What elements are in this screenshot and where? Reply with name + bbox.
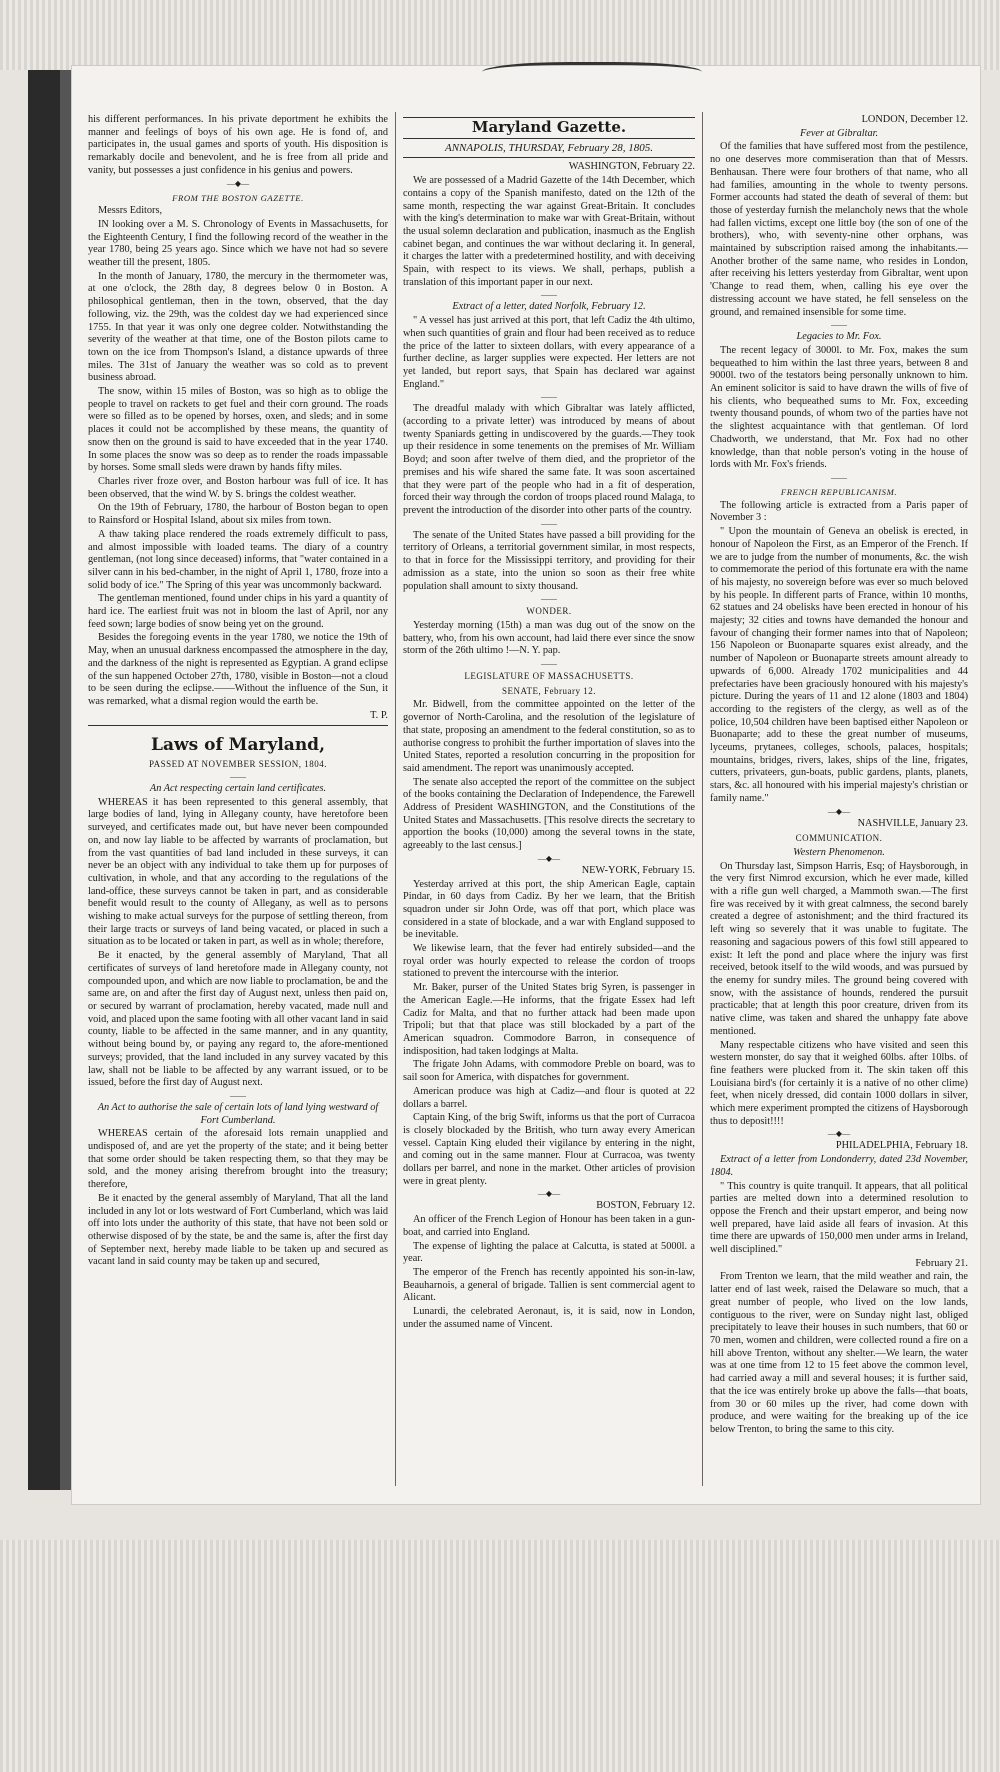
new-york-paragraph-4: The frigate John Adams, with commodore Preble on board, was to sail soon for America, with dispatches for government. <box>403 1059 695 1084</box>
trenton-paragraph: From Trenton we learn, that the mild weather and rain, the latter end of last week, raised the Delaware so much, that a great number of people, who lived on the low lands, contiguous to the river, were on Sunday night last, obliged precipitately to leave their houses in such numbers, that 60 or 70 men, women and children, were collected round a fire on a hill above Trenton, without any shelter.—We learn, the water was at one time from 12 to 15 feet above the common level, had carried away a mill and several houses; it is further said, that the ice was entirely broke up above the falls—that boats, from 30 or 60 miles up the river, had come down with produce, and were waiting for the breaking up of the ice below Trenton, to bring the same to this city. <box>710 1271 968 1435</box>
ornament-divider: —◆— <box>537 853 561 863</box>
fox-paragraph: The recent legacy of 3000l. to Mr. Fox, makes the sum bequeathed to him within the last three years, between 8 and 9000l. two of the testators being personally unknown to him. An eminent solicitor is said to have drawn the wills of five of his clients, who bequeathed sums to Mr. Fox, exceeding twenty thousand pounds, of whom two of the parties have not the slightest acquaintance with that gentleman. Of lord Chadworth, we understand, that Mr. Fox had no other knowledge, than that noble person's voting in the house of lords with Mr. Fox's friends. <box>710 344 968 471</box>
new-york-paragraph-1: Yesterday arrived at this port, the ship American Eagle, captain Pindar, in 60 days from Cadiz. By her we learn, that the British squadron under sir John Orde, was off that port, which place was considered in a state of blockade, and a war with England supposed to be inevitable. <box>403 878 695 941</box>
boston-paragraph-1: IN looking over a M. S. Chronology of Events in Massachusetts, for the Eighteenth Century, I find the following record of the weather in the year 1780, being 25 years ago. Since which we have not had so severe weather till the present, 1805. <box>88 218 388 269</box>
londonderry-extract-heading: Extract of a letter from Londonderry, dated 23d November, 1804. <box>710 1154 968 1178</box>
divider <box>88 725 388 726</box>
column-rule-1 <box>395 112 396 1486</box>
boston-paragraph-5: On the 19th of February, 1780, the harbour of Boston began to open to Rainsford or Hospital Island, about six miles from town. <box>88 502 388 527</box>
senate-orleans-paragraph: The senate of the United States have passed a bill providing for the territory of Orleans, a territorial government similar, in most respects, to that in force for the Mississippi territory, and providing for their admission as a state, into the union so soon as their free white population shall amount to sixty thousand. <box>403 529 695 592</box>
masthead-rule-bottom <box>403 138 695 139</box>
boston-news-1: An officer of the French Legion of Honour has been taken in a gun-boat, and carried into England. <box>403 1214 695 1238</box>
boston-heading: BOSTON, February 12. <box>596 1200 695 1212</box>
laws-session-subtitle: PASSED AT NOVEMBER SESSION, 1804. <box>148 759 328 770</box>
page-top-mark <box>482 62 702 87</box>
binding-edge <box>60 70 72 1490</box>
intro-paragraph: his different performances. In his private deportment he exhibits the manner and feelings of boys of his own age. He is fond of, and participates in, the usual games and sports of youth. His disposition is remarkably docile and benevolent, and he is free from all pride and vanity, but possesses a just confidence in his genius and powers. <box>88 114 388 176</box>
new-york-paragraph-5: American produce was high at Cadiz—and flour is quoted at 22 dollars a barrel. <box>403 1085 695 1110</box>
short-rule: —— <box>831 472 847 482</box>
philadelphia-heading: PHILADELPHIA, February 18. <box>835 1140 968 1152</box>
february-21-heading: February 21. <box>915 1257 968 1269</box>
new-york-paragraph-2: We likewise learn, that the fever had entirely subsided—and the royal order was hourly expected to release the cordon of troops stationed to prevent the intercourse with the interior. <box>403 943 695 980</box>
act-2-title: An Act to authorise the sale of certain lots of land lying westward of Fort Cumberland. <box>97 1101 379 1126</box>
issue-dateline: ANNAPOLIS, THURSDAY, February 28, 1805. <box>445 141 653 154</box>
norfolk-heading: Extract of a letter, dated Norfolk, February 12. <box>452 301 646 313</box>
boston-news-4: Lunardi, the celebrated Aeronaut, is, it is said, now in London, under the assumed name of Vincent. <box>403 1306 695 1330</box>
short-rule: —— <box>230 772 246 782</box>
new-york-paragraph-3: Mr. Baker, purser of the United States brig Syren, is passenger in the American Eagle.—He informs, that the frigate Essex had left Cadiz for Malta, and that no further attack had been made upon Tripoli; but that that place was still blockaded by a part of the American squadron. Commodore Barron, in consequence of indisposition, had taken lodgings at Malta. <box>403 982 695 1057</box>
western-phenomenon-heading: Western Phenomenon. <box>793 846 885 858</box>
scanner-bed-bottom <box>0 1540 1000 1772</box>
boston-paragraph-2: In the month of January, 1780, the mercury in the thermometer was, at one o'clock, the 28th day, 8 degrees below 0 in Boston. A philosophical gentleman, then in the town, observed, that the day following, viz. the 29th, was the coldest day we had experienced since 1755. In that year it was only one degree colder. Notwithstanding the severity of the weather at that time, one of the Boston pilots came to town on the ice from Thompson's Island, a distance upwards of three miles. The 31st of January the weather was so cold as to prevent business abroad. <box>88 270 388 384</box>
boston-paragraph-8: Besides the foregoing events in the year 1780, we notice the 19th of May, when an unusual darkness encompassed the atmosphere in the day, and the darkness of the night is represented as Egyptian. A grand eclipse of the sun happened October 27th, 1780, visible in Boston—not a cloud to be seen during the eclipse.——Without the influence of the Sun, it was remarked, what a dismal region would the earth be. <box>88 632 388 707</box>
wonder-paragraph: Yesterday morning (15th) a man was dug out of the snow on the battery, who, from his own account, had laid there ever since the snow storm of the 26th ultimo !—N. Y. pap. <box>403 619 695 657</box>
boston-paragraph-7: The gentleman mentioned, found under chips in his yard a quantity of hard ice. The earliest fruit was not in bloom the last of April, nor any feed sown; large bodies of snow being yet on the ground. <box>88 593 388 630</box>
fox-heading: Legacies to Mr. Fox. <box>796 331 882 343</box>
french-paragraph-1: The following article is extracted from a Paris paper of November 3 : <box>710 499 968 524</box>
londonderry-paragraph: " This country is quite tranquil. It appears, that all political parties are melted down into a determined resolution to oppose the French and their upstart emperor, and being now well prepared, have laid aside all fears of invasion. At this time there are upwards of 150,000 men under arms in Ireland, well disciplined." <box>710 1180 968 1256</box>
french-republicanism-heading: FRENCH REPUBLICANISM. <box>780 486 898 497</box>
boston-news-2: The expense of lighting the palace at Calcutta, is stated at 5000l. a year. <box>403 1240 695 1265</box>
massachusetts-paragraph-1: Mr. Bidwell, from the committee appointed on the letter of the governor of North-Carolina, and the resolution of the legislature of that state, proposing an amendment to the federal constitution, so as to authorise congress to prohibit the further importation of slaves into the United States, reported a resolution concurring in the proposition for said amendment. The report was unanimously accepted. <box>403 699 695 774</box>
ornament-divider: —◆— <box>827 806 851 816</box>
act-2-paragraph-2: Be it enacted by the general assembly of Maryland, That all the land included in any lot or lots westward of Fort Cumberland, which was laid off into lots under the authority of this state, that have not been sold or otherwise disposed of by the state, be and the same is, after the first day of September next, hereby made liable to be taken up and secured as vacant land in said county may be taken up and secured, <box>88 1192 388 1268</box>
boston-gazette-heading: FROM THE BOSTON GAZETTE. <box>172 192 304 203</box>
norfolk-paragraph: " A vessel has just arrived at this port, that left Cadiz the 4th ultimo, when such quantities of grain and flour had been received as to reduce the price of the latter to sixteen dollars, with every appearance of a further decline, as larger supplies were expected. Her letters are not yet landed, but report says, that Spain has declared war against England." <box>403 315 695 390</box>
french-paragraph-2: " Upon the mountain of Geneva an obelisk is erected, in honour of Napoleon the First, as an Emperor of the French. If we are to judge from the number of monuments, &c. the wish to commemorate the period of this fortunate era with the name of his majesty, no sovereign before was ever so much beloved by his people. In different parts of France, within 10 months, 62 statues and 24 obelisks have been erected in honour of his majesty; 32 cities and towns have demanded the honour and favour of changing their former names into that of Napoleon; 156 Napoleon or Buonaparte squares exist already, and the number of Napoleon or Buonaparte streets amount already to upwards of 6,000. Already 1702 municipalities and 44 prefectaries have been graciously honoured with his majesty's picture. During the years of 11 and 12 alone (1803 and 1804) according to the registers of the clergy, as well as of the police, 10,504 children have been baptised either Napoleon or Buonaparte; add to these the great number of museums, lyceums, prytanees, colleges, schools, palaces, hospitals; mountains, bridges, rivers, lakes, ships of the line, frigates, cutters, privateers, gun-boats, public gardens, plants, planets, stars, &c. all honoured with his imperial majesty's christian or family name." <box>710 526 968 804</box>
ornament-divider: —◆— <box>827 1129 851 1139</box>
short-rule: —— <box>541 518 557 528</box>
communication-heading: COMMUNICATION. <box>795 833 883 844</box>
new-york-heading: NEW-YORK, February 15. <box>581 864 695 876</box>
boston-signature: T. P. <box>370 709 388 721</box>
short-rule: —— <box>230 1090 246 1100</box>
gibraltar-paragraph: The dreadful malady with which Gibraltar was lately afflicted, (according to a private letter) was introduced by means of about twenty Spaniards getting in undiscovered by the guards.—They took up their residence in some tenements on the premises of Mr. William Boyd; and soon after twelve of them died, and the proprietor of the premises and his wife shared the same fate. It was soon ascertained that they were part of the people who had in a fit of desperation, forced their way through the cordon of troops placed round Malaga, to prevent the introduction of the disorder into other parts of the country. <box>403 403 695 516</box>
new-york-paragraph-6: Captain King, of the brig Swift, informs us that the port of Curracoa is closely blockaded by the British, who turn away every American vessel. Captain King eluded their vigilance by entering in the night, and coming out in the same manner. Flour at Curracoa, was twenty dollars per barrel, and none in the market. Other articles of provision were in great plenty. <box>403 1112 695 1187</box>
column-middle <box>403 114 695 1486</box>
act-1-paragraph-1: WHEREAS it has been represented to this general assembly, that large bodies of land, lying in Allegany county, have heretofore been surveyed, and certificates made out, but have never been compounded on, and now lay liable to be affected by warrants of proclamation, but from the vast quantities of bad land included in these surveys, it can never be an object with any individual to take them up for purposes of cultivation, in whole, and that any according to the regulations of the land-office, these surveys cannot be taken in part, and as considerable benefit would result to the county of Allegany, as well as to persons wishing to make actual surveys for the purpose of settling thereon, from their large tracts or surveys of land being vacated, or placed in such a situation as to be located or taken in part, as well as in whole; therefore, <box>88 796 388 948</box>
column-right <box>710 114 968 1486</box>
act-1-title: An Act respecting certain land certificates. <box>149 783 327 795</box>
act-2-paragraph-1: WHEREAS certain of the aforesaid lots remain unapplied and undisposed of, and are yet the property of the state; and it being better that some order should be taken respecting them, so that they may be sold, and the money arising therefrom brought into the treasury; therefore, <box>88 1128 388 1191</box>
wonder-heading: WONDER. <box>526 606 572 617</box>
london-subheading: Fever at Gibraltar. <box>799 127 879 139</box>
scanner-bed-top <box>0 0 1000 70</box>
london-paragraph: Of the families that have suffered most from the pestilence, no one deserves more commiseration than that of Messrs. Benhausan. There were four brothers of that name, who all had families, amounting in the whole to twenty persons. Former accounts had stated the death of several of them: but those of yesterday furnish the melancholy news that the whole had fallen victims, except one little boy (the son of one of the brothers), who, with seventy-nine other orphans, was maintained by subscription raised among the inhabitants.—Another brother of the same name, who resides in London, after receiving his letters yesterday from Gibraltar, went upon 'Change to read them, when, calling his eye over the distressing account we have stated, he fell senseless on the ground, and remained insensible for some time. <box>710 141 968 318</box>
massachusetts-subheading: SENATE, February 12. <box>502 685 596 696</box>
short-rule: —— <box>541 290 557 300</box>
nashville-heading: NASHVILLE, January 23. <box>857 817 968 829</box>
laws-of-maryland-title: Laws of Maryland, <box>151 735 325 756</box>
boston-paragraph-3: The snow, within 15 miles of Boston, was so high as to oblige the people to travel on rackets to get fuel and their corn ground. The roads were so filled as to be opened by horses, oxen, and sleds; and in some places it could not be accomplished by these means, the quantity of snow then on the ground is said to have exceeded that in the year 1740. In some places the snow was so deep as to render the roads impassable by horses. Some small sleds were drawn by hands fifty miles. <box>88 386 388 474</box>
boston-salutation: Messrs Editors, <box>98 205 163 217</box>
boston-paragraph-6: A thaw taking place rendered the roads extremely difficult to pass, and almost impossible with loaded teams. The diary of a country gentleman, (not long since deceased) informs, that "water contained in a silver cann in his bed-chamber, in the night of April 1, 1780, froze into a solid body of ice." The Spring of this year was uncommonly backward. <box>88 528 388 591</box>
short-rule: —— <box>831 320 847 330</box>
washington-heading: WASHINGTON, February 22. <box>568 161 695 173</box>
short-rule: —— <box>541 659 557 669</box>
massachusetts-heading: LEGISLATURE OF MASSACHUSETTS. <box>464 671 634 682</box>
nashville-paragraph-2: Many respectable citizens who have visited and seen this western monster, do say that it weighed 60lbs. after 10lbs. of fine feathers were plucked from it. The skin taken off this Louisiana bird's (for certainly it is a native of no other clime) feet, when nicely dressed, did contain 1000 dollars in silver, which mere experiment prompted the citizens of Haysborough thus to deposit!!!! <box>710 1039 968 1127</box>
column-rule-2 <box>702 112 703 1486</box>
washington-paragraph: We are possessed of a Madrid Gazette of the 14th December, which contains a copy of the Spanish manifesto, dated on the 12th of the same month, respecting the war against Great-Britain. It concludes with the king's determination to make war with Great-Britain, without the usual solemn declaration and publication, inasmuch as the English cabinet began, and continues the war without declaring it. In general, it charges the latter with a predetermined hostility, and with deceiving Spain, with respect to its views. We shall, perhaps, publish a translation of this important paper in our next. <box>403 175 695 288</box>
short-rule: —— <box>541 594 557 604</box>
massachusetts-paragraph-2: The senate also accepted the report of the committee on the subject of the books containing the Declaration of Independence, the Farewell Address of President WASHINGTON, and the Constitutions of the United States and Massachusetts. [This resolve directs the secretary to apportion the books (10,000) among the several towns in the state, agreeably to the last census.] <box>403 776 695 852</box>
short-rule: —— <box>541 392 557 402</box>
boston-paragraph-4: Charles river froze over, and Boston harbour was full of ice. It has been observed, that the wind W. by S. brings the coldest weather. <box>88 475 388 500</box>
dateline-rule <box>403 157 695 158</box>
masthead-title: Maryland Gazette. <box>471 118 627 136</box>
boston-news-3: The emperor of the French has recently appointed his son-in-law, Beauharnois, a general of brigade. Tallien is sent commercial agent to Alicant. <box>403 1266 695 1304</box>
london-heading: LONDON, December 12. <box>861 114 968 125</box>
ornament-divider: —◆— <box>226 178 250 188</box>
ornament-divider: —◆— <box>537 1189 561 1199</box>
newspaper-page <box>72 66 980 1504</box>
column-left <box>88 114 388 1486</box>
nashville-paragraph-1: On Thursday last, Simpson Harris, Esq; of Haysborough, in the very first Nimrod excursion, which he ever made, killed with a rifle gun well charged, a Mammoth swan.—The first fire was received by it with great calmness, the second barely created a degree of astonishment; and the third fractured its left wing so severely that it was unable to fugitate. The reasoning and sagacious powers of this fowl still appeared to exist: It left the pond and place where the injury was first received, betook itself to the wild woods, and was pursued by the enemy for sundry miles. The ground being covered with snow, with the assistance of hounds, rendered the pursuit practicable; that at length this poor creature, driven from its native clime, was taken and shared the unhappy fate above mentioned. <box>710 860 968 1037</box>
act-1-paragraph-2: Be it enacted, by the general assembly of Maryland, That all certificates of surveys of land heretofore made in Allegany county, not compounded upon, and which are now liable to proclamation, be and the same are, on and after the first day of August next, unless then paid on, or secured by warrant of proclamation, hereby vacated, made null and void, and placed upon the same footing with all other vacant land in said county, liable to be affected in the same manner, and in any quantity, without being bound by, or paying any regard to, the afore-mentioned surveys; provided, that the land included in any survey vacated by this law, shall not be liable to be affected by any warrant issued, or to be issued, before the first day of August next. <box>88 950 388 1089</box>
